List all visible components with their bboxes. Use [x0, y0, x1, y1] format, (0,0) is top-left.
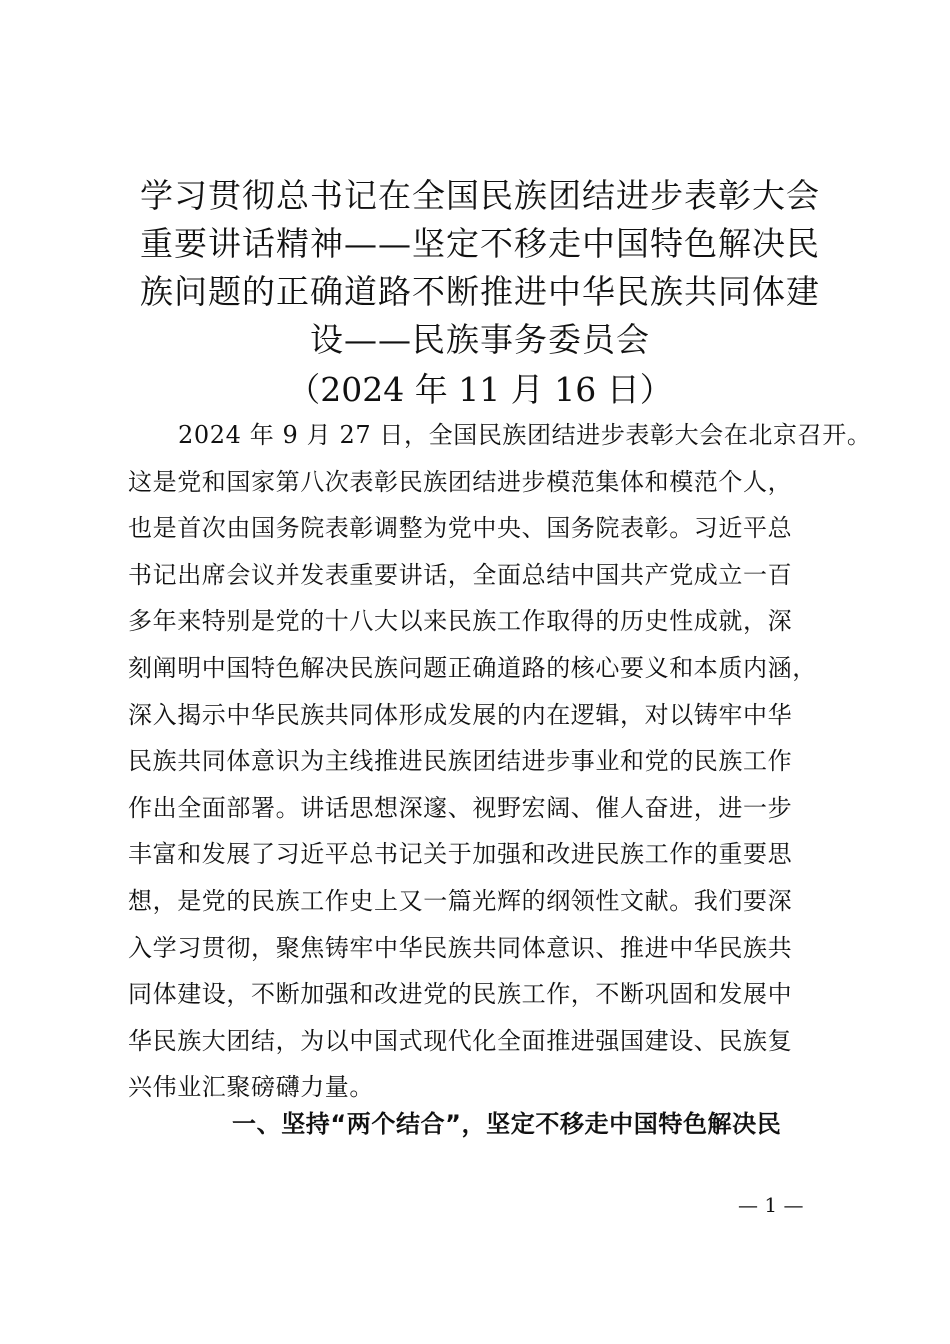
paragraph-line: 想，是党的民族工作史上又一篇光辉的纲领性文献。我们要深 — [128, 886, 793, 915]
document-title — [120, 172, 840, 414]
paragraph-line: 这是党和国家第八次表彰民族团结进步模范集体和模范个人， — [128, 467, 793, 496]
title-line: 族问题的正确道路不断推进中华民族共同体建 — [140, 272, 820, 311]
paragraph-line: 丰富和发展了习近平总书记关于加强和改进民族工作的重要思 — [128, 840, 793, 869]
paragraph-line: 兴伟业汇聚磅礴力量。 — [128, 1073, 374, 1102]
title-line: 设——民族事务委员会 — [310, 320, 650, 359]
paragraph-line: 刻阐明中国特色解决民族问题正确道路的核心要义和本质内涵， — [128, 653, 817, 682]
paragraph-line: 深入揭示中华民族共同体形成发展的内在逻辑，对以铸牢中华 — [128, 700, 793, 729]
paragraph-line: 作出全面部署。讲话思想深邃、视野宏阔、催人奋进，进一步 — [128, 793, 793, 822]
document-date: （2024 年 11 月 16 日） — [287, 370, 673, 409]
paragraph-line: 入学习贯彻，聚焦铸牢中华民族共同体意识、推进中华民族共 — [128, 933, 793, 962]
section-heading: 一、坚持“两个结合”，坚定不移走中国特色解决民 — [232, 1110, 782, 1138]
paragraph-line: 2024 年 9 月 27 日，全国民族团结进步表彰大会在北京召开。 — [178, 421, 872, 449]
page-number: — 1 — — [738, 1193, 804, 1217]
paragraph-line: 民族共同体意识为主线推进民族团结进步事业和党的民族工作 — [128, 747, 793, 776]
paragraph-line: 华民族大团结，为以中国式现代化全面推进强国建设、民族复 — [128, 1026, 793, 1055]
paragraph-line: 也是首次由国务院表彰调整为党中央、国务院表彰。习近平总 — [128, 514, 793, 543]
body-paragraph — [128, 412, 872, 1111]
title-line: 重要讲话精神——坚定不移走中国特色解决民 — [140, 224, 820, 263]
paragraph-line: 同体建设，不断加强和改进党的民族工作，不断巩固和发展中 — [128, 980, 793, 1009]
paragraph-line: 多年来特别是党的十八大以来民族工作取得的历史性成就，深 — [128, 607, 793, 636]
paragraph-line: 书记出席会议并发表重要讲话，全面总结中国共产党成立一百 — [128, 560, 793, 589]
title-line: 学习贯彻总书记在全国民族团结进步表彰大会 — [140, 176, 820, 215]
